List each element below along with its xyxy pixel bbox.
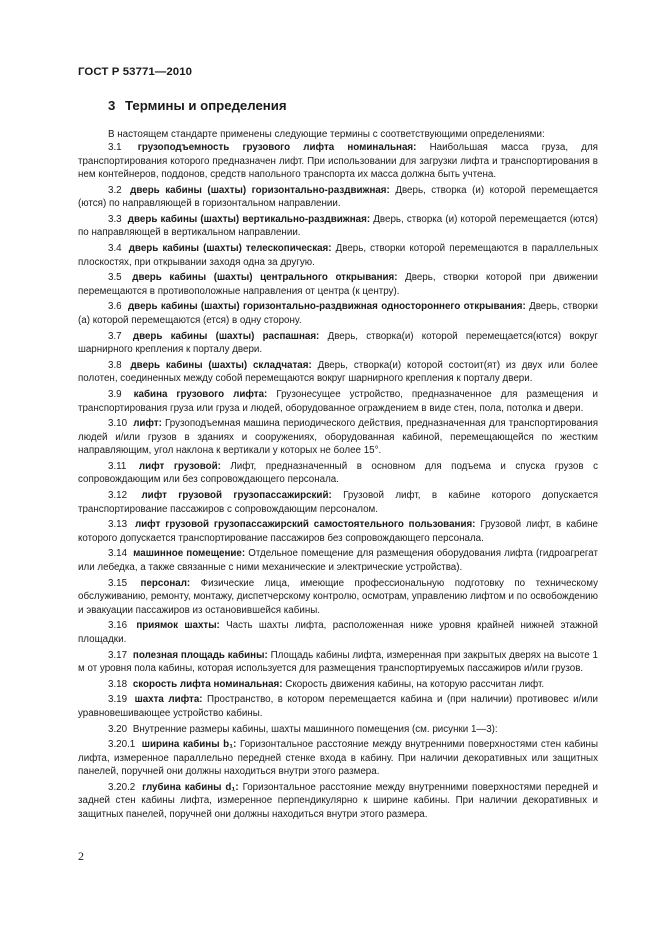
term-text: Грузоподъемная машина периодического действия, предназначенная для транспортирования людей и/или грузов в зданиях и сооружениях, оборудованная кабиной, перемещающейся по жестким направляющим, угол наклона к вертикали у которых не более 15°. (78, 418, 598, 457)
term-definition (78, 330, 598, 357)
document-header: ГОСТ Р 53771—2010 (78, 66, 193, 78)
term-number: 3.20.2 (108, 781, 136, 793)
term-definition (78, 388, 598, 415)
term-definition (78, 781, 598, 822)
term-name: шахта лифта: (134, 694, 203, 706)
term-text: Внутренние размеры кабины, шахты машинного помещения (см. рисунки 1—3): (132, 723, 498, 735)
term-text: Дверь, створка (и) которой перемещается (ются) по направляющей в горизонтальном направлении. (78, 184, 598, 210)
term-text: Дверь, створки (а) которой перемещаются (ется) в одну сторону. (78, 301, 598, 326)
term-number: 3.5 (108, 272, 122, 284)
term-name: дверь кабины (шахты) горизонтально-раздвижная: (130, 184, 390, 196)
term-name: дверь кабины (шахты) центрального открывания: (132, 272, 398, 284)
term-number: 3.6 (108, 301, 122, 313)
term-number: 3.16 (108, 620, 128, 632)
section-number: 3 (108, 98, 116, 113)
term-number: 3.4 (108, 243, 122, 255)
term-name: дверь кабины (шахты) горизонтально-раздвижная одностороннего открывания: (127, 301, 526, 313)
term-number: 3.11 (108, 460, 127, 472)
term-number: 3.20.1 (108, 739, 136, 751)
term-number: 3.14 (108, 548, 128, 560)
term-text: Горизонтальное расстояние между внутренними поверхностями передней и задней стен кабины лифта, измеренное перпендикулярно к ширине кабины. При наличии декоративных и защитных панелей, поручней они должны находиться внутри этого размера. (78, 781, 598, 820)
term-name: дверь кабины (шахты) телескопическая: (128, 243, 332, 255)
term-text: Горизонтальное расстояние между внутренними поверхностями стен кабины лифта, измеренное параллельно передней стенке входа в кабину. При наличии декоративных или защитных панелей, поручней они должны находиться внутри этого размера. (78, 739, 598, 778)
term-text: Грузовой лифт, в кабине которого допускается транспортирование пассажиров с сопровождающим персоналом. (78, 490, 598, 515)
term-definition (78, 518, 598, 545)
term-text: Наибольшая масса груза, для транспортирования которого предназначен лифт. При использовании для загрузки лифта и транспортирования в нем контейнеров, поддонов, средств напольного транспорта их масса должна быть учтена. (78, 142, 598, 180)
term-definition (78, 678, 598, 692)
term-number: 3.12 (108, 490, 128, 502)
term-name: дверь кабины (шахты) складчатая: (130, 359, 312, 371)
term-number: 3.2 (108, 184, 122, 196)
term-number: 3.20 (108, 723, 128, 735)
terms-list (78, 141, 598, 824)
term-text: Дверь, створки которой перемещаются в параллельных плоскостях, при открывании заходя одна за другую. (78, 243, 598, 268)
term-definition (78, 547, 598, 574)
term-number: 3.13 (108, 519, 128, 531)
term-number: 3.18 (108, 678, 128, 690)
section-title: Термины и определения (125, 98, 287, 113)
term-name: лифт: (133, 418, 162, 430)
term-definition (78, 271, 598, 298)
intro-paragraph: В настоящем стандарте применены следующие термины с соответствующими определениями: (108, 129, 545, 140)
term-name: скорость лифта номинальная: (132, 678, 283, 690)
term-definition (78, 359, 598, 386)
term-name: глубина кабины d₁: (142, 781, 239, 793)
term-number: 3.9 (108, 389, 122, 400)
term-definition (78, 723, 598, 737)
term-definition (78, 300, 598, 327)
term-text: Физические лица, имеющие профессиональную подготовку по техническому обслуживанию, ремонту, монтажу, диспетчерскому контролю, осмотрам, управлению лифтом и по освобождению и эвакуации пассажиров из остановившейся кабины. (78, 577, 599, 616)
term-name: кабина грузового лифта: (133, 389, 268, 400)
term-definition (78, 460, 598, 487)
term-definition (78, 693, 598, 720)
term-name: персонал: (140, 577, 191, 589)
term-text: Пространство, в котором перемещается кабина и (при наличии) противовес и/или уравновешивающее устройство кабины. (78, 694, 598, 719)
term-name: лифт грузовой: (138, 460, 221, 472)
term-number: 3.17 (108, 649, 128, 661)
term-definition (78, 184, 598, 211)
term-name: ширина кабины b₁: (141, 739, 237, 751)
page-number: 2 (78, 849, 84, 863)
term-text: Часть шахты лифта, расположенная ниже уровня крайней нижней этажной площадки. (78, 620, 599, 645)
term-definition (78, 213, 598, 240)
term-name: лифт грузовой грузопассажирский: (141, 490, 332, 502)
term-text: Отдельное помещение для размещения оборудования лифта (гидроагрегат или лебедка, а также связанные с ними механические и электрические устройства). (78, 548, 598, 573)
term-name: лифт грузовой грузопассажирский самостоятельного пользования: (134, 519, 476, 531)
term-name: машинное помещение: (133, 548, 246, 560)
term-name: полезная площадь кабины: (132, 649, 268, 661)
term-text: Скорость движения кабины, на которую рассчитан лифт. (285, 678, 545, 690)
term-number: 3.7 (108, 330, 122, 342)
term-text: Грузовой лифт, в кабине которого допускается транспортирование пассажиров без сопровождающего персонала. (78, 519, 598, 544)
term-definition (78, 738, 598, 779)
term-number: 3.19 (108, 694, 128, 706)
term-number: 3.15 (108, 577, 128, 589)
term-text: Дверь, створка(и) которой состоит(ят) из двух или более полотен, соединенных между собой перемещаются вокруг шарнирного крепления к порталу двери. (78, 359, 599, 385)
term-definition (78, 242, 598, 269)
term-definition (78, 489, 598, 516)
term-definition (78, 417, 598, 458)
term-number: 3.1 (108, 142, 122, 153)
term-number: 3.8 (108, 359, 122, 371)
term-definition (78, 649, 598, 676)
term-text: Дверь, створка(и) которой перемещается(ются) вокруг шарнирного крепления к порталу двери. (78, 330, 598, 356)
term-definition (78, 141, 598, 182)
term-name: дверь кабины (шахты) вертикально-раздвижная: (127, 213, 371, 225)
term-text: Грузонесущее устройство, предназначенное для размещения и транспортирования груза или груза и людей, оборудованное ограждением в виде стен, пола, потолка и двери. (78, 389, 598, 414)
term-text: Площадь кабины лифта, измеренная при закрытых дверях на высоте 1 м от уровня пола кабины, которая используется для размещения транспортируемых пассажиров и/или грузов. (78, 649, 599, 674)
term-text: Лифт, предназначенный в основном для подъема и спуска грузов с сопровождающим или без сопровождающего персонала. (78, 460, 598, 486)
term-definition (78, 577, 598, 618)
term-name: приямок шахты: (136, 620, 220, 632)
term-definition (78, 619, 598, 646)
section-heading (108, 98, 287, 113)
term-text: Дверь, створка (и) которой перемещается (ются) по направляющей в вертикальном направлении. (78, 213, 598, 239)
term-text: Дверь, створки которой при движении перемещаются в противоположные направления от центра (к центру). (78, 272, 598, 297)
term-name: грузоподъемность грузового лифта номинальная: (137, 142, 417, 153)
term-number: 3.10 (108, 418, 128, 430)
term-name: дверь кабины (шахты) распашная: (132, 330, 320, 342)
term-number: 3.3 (108, 213, 122, 225)
